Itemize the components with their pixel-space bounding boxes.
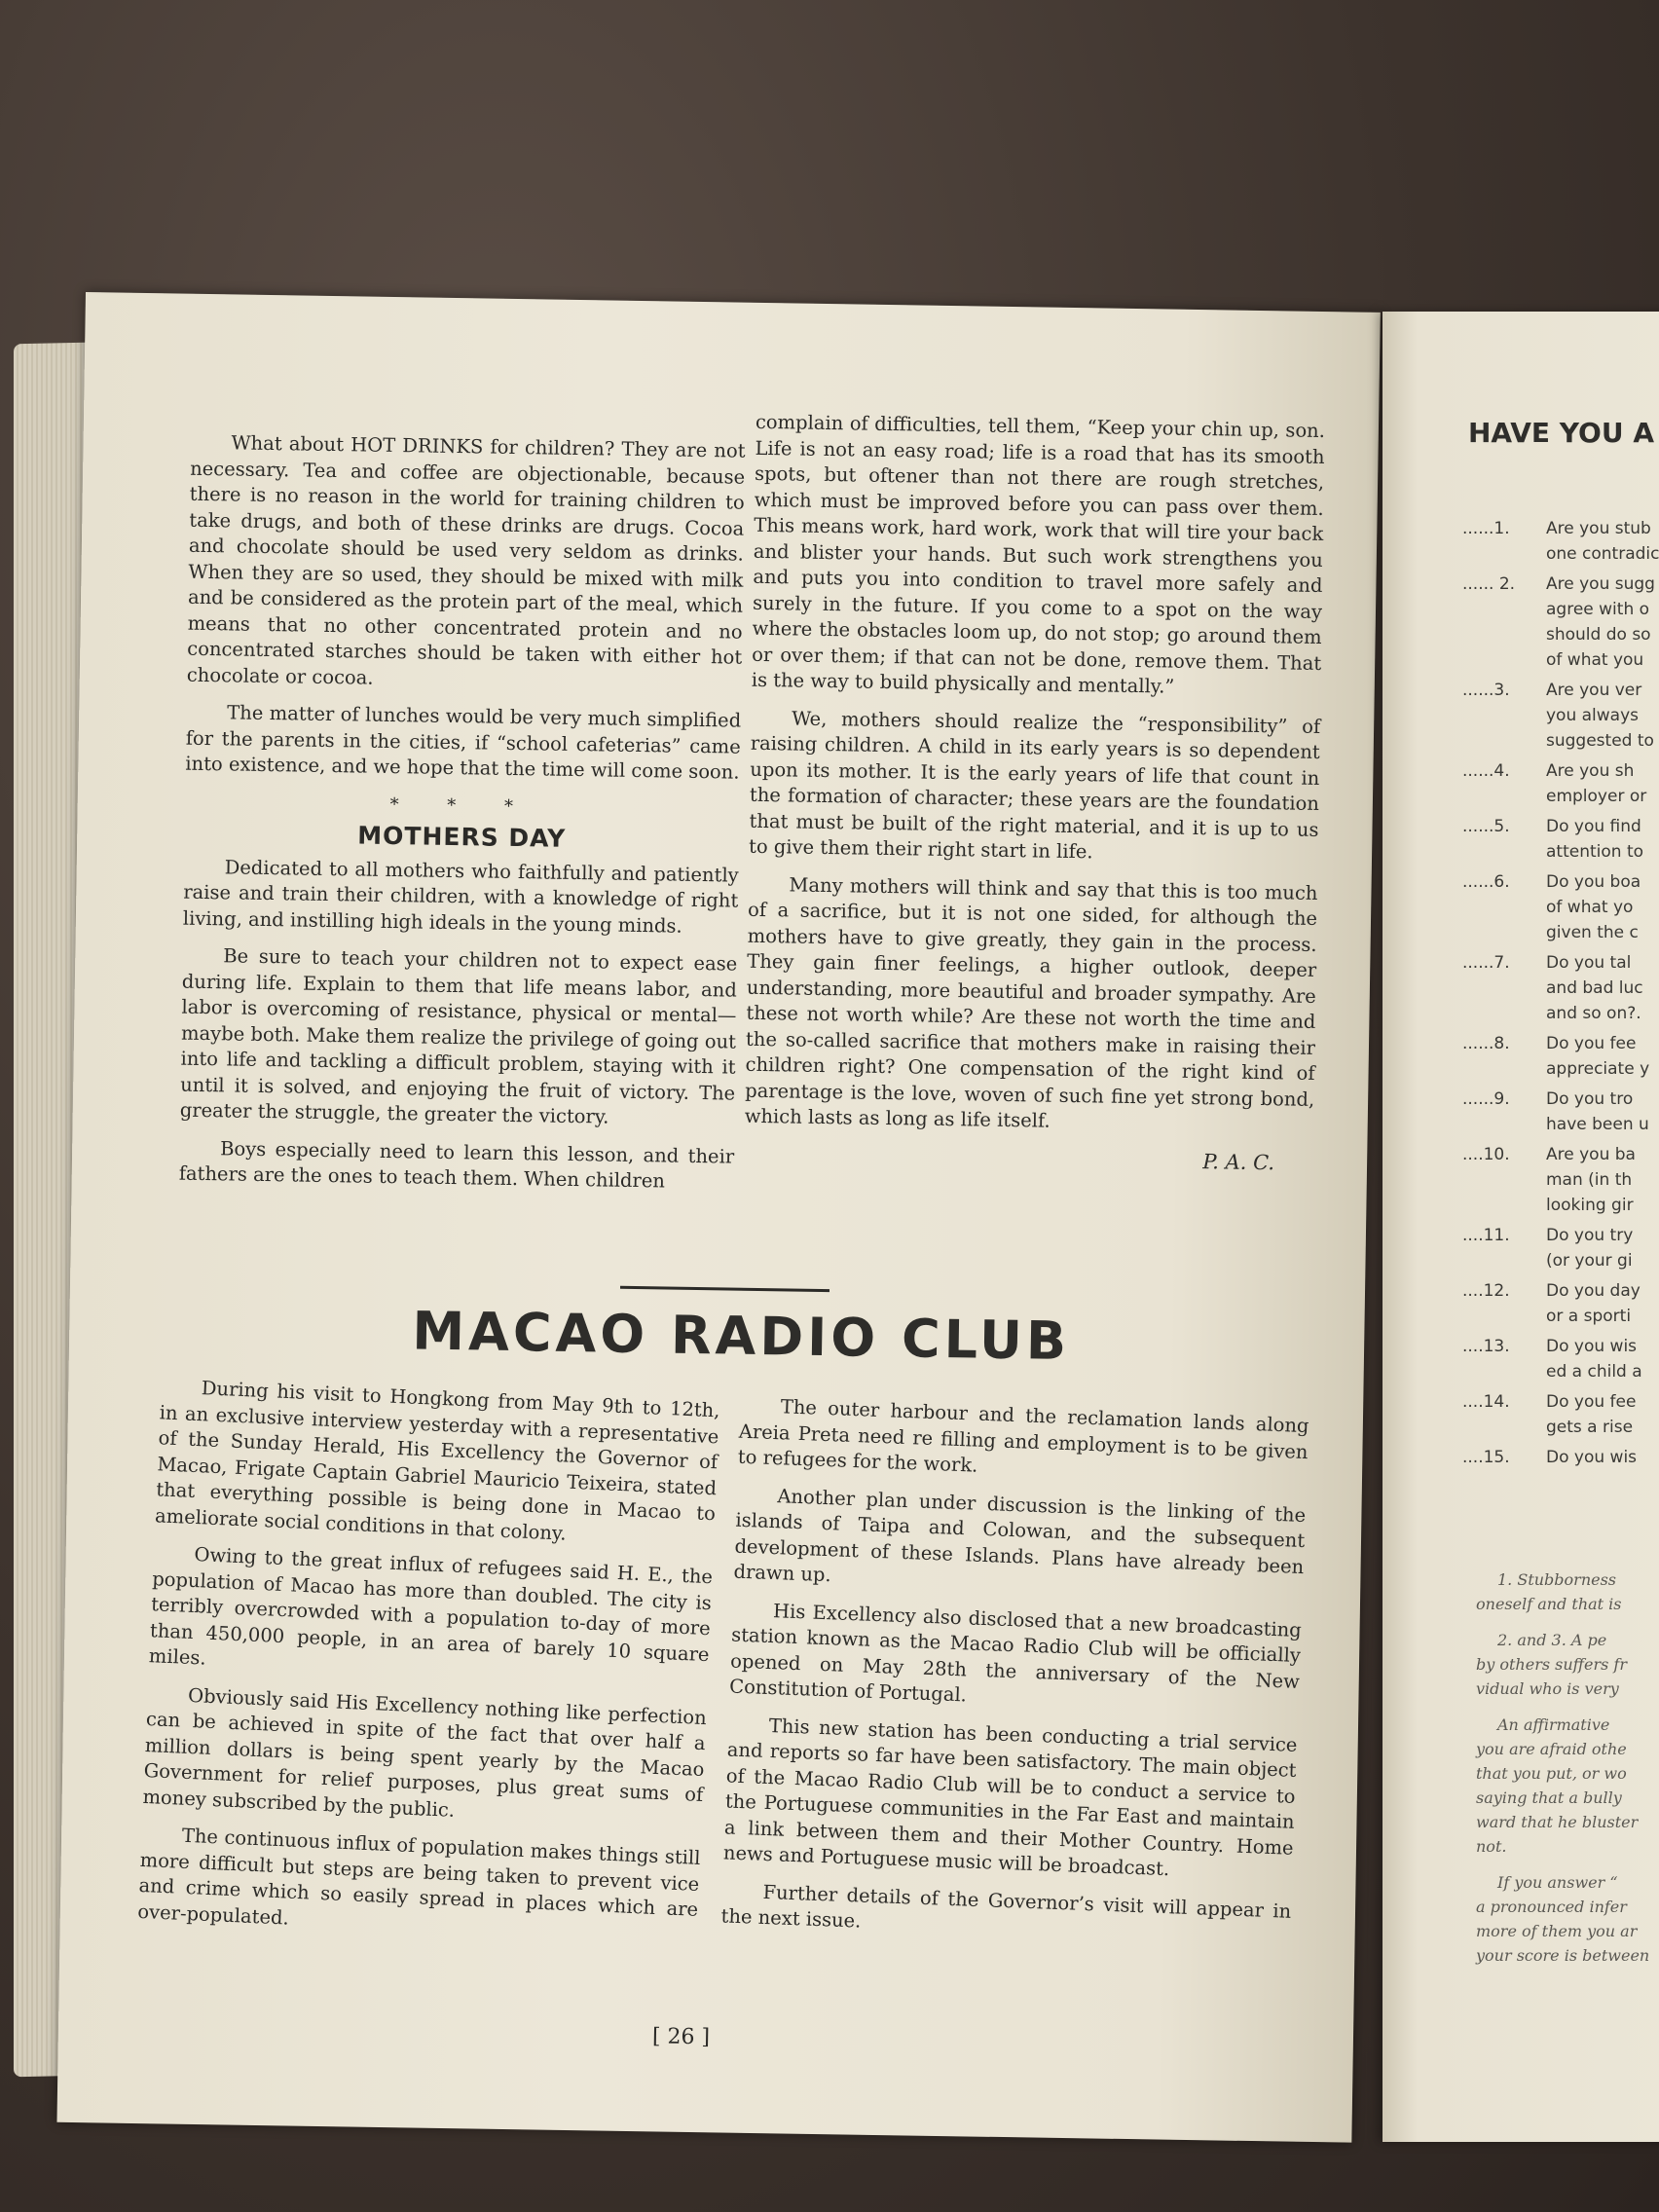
- quiz-item-line: [1462, 1031, 1659, 1056]
- quiz-item-line: [1462, 516, 1659, 541]
- responsibility-paragraph: We, mothers should realize the “responsibility” of raising children. A child in its early years is so dependent upon its mother. It is the early years of life that count in the formation of character; these years are the foundation that must be built of the right material, and it is up to us to give them their right start in life.: [748, 706, 1321, 864]
- quiz-item-number: ...... 2.: [1462, 574, 1516, 594]
- quiz-item-number: ......1.: [1462, 519, 1510, 538]
- quiz-item-text: Do you fee: [1546, 1034, 1637, 1053]
- quiz-item-text: of what you: [1546, 650, 1644, 670]
- quiz-item-line: [1462, 678, 1659, 703]
- quiz-item-line: [1462, 1415, 1659, 1440]
- quiz-item-text: should do so: [1546, 625, 1651, 645]
- quiz-item-text: Are you ba: [1546, 1145, 1636, 1164]
- quiz-item-number: ......5.: [1462, 817, 1510, 836]
- quiz-note: [1476, 1567, 1649, 1616]
- quiz-item-line: [1462, 541, 1659, 567]
- quiz-item-line: [1462, 647, 1659, 673]
- quiz-item-text: Are you sugg: [1546, 574, 1655, 594]
- quiz-item-text: Do you wis: [1546, 1448, 1638, 1467]
- quiz-item-line: [1462, 1248, 1659, 1273]
- quiz-item-number: ....11.: [1462, 1226, 1510, 1245]
- quiz-item-line: [1462, 1001, 1659, 1026]
- quiz-item-number: ....13.: [1462, 1337, 1510, 1356]
- quiz-item-line: [1462, 1112, 1659, 1137]
- quiz-note: [1476, 1713, 1649, 1859]
- ease-paragraph: Be sure to teach your children not to expect ease during life. Explain to them that life means labor, and labor is overcoming of resistance, physical or mental—maybe both. Make them realize the privilege of going out into life and tackling a difficult problem, staying with it until it is solved, and enjoying the fruit of victory. The greater the struggle, the greater the victory.: [179, 944, 738, 1128]
- quiz-note-line: by others suffers fr: [1476, 1655, 1627, 1674]
- column-1: [178, 430, 745, 1207]
- quiz-item-text: Do you day: [1546, 1281, 1641, 1301]
- quiz-note-line: your score is between: [1476, 1946, 1650, 1965]
- right-page: [1382, 312, 1659, 2142]
- dedication-paragraph: Dedicated to all mothers who faithfully and patiently raise and train their children, with a knowledge of right living, and instilling high ideals in the young minds.: [182, 855, 739, 938]
- quiz-item-text: (or your gi: [1546, 1251, 1633, 1271]
- visit-paragraph: During his visit to Hongkong from May 9th to 12th, in an exclusive interview yesterday with a representative of the Sunday Herald, His Excellency the Governor of Macao, Frigate Captain Gabriel Mauricio Teixeira, stated that everything possible is being done in Macao to ameliorate social conditions in that colony.: [154, 1377, 720, 1545]
- quiz-item-line: [1462, 571, 1659, 597]
- quiz-item-text: appreciate y: [1546, 1059, 1650, 1079]
- quiz-item-text: given the c: [1546, 923, 1639, 942]
- quiz-item-line: [1462, 869, 1659, 895]
- quiz-item-text: Do you fee: [1546, 1392, 1637, 1412]
- quiz-note-line: saying that a bully: [1476, 1788, 1622, 1807]
- column-2: [744, 410, 1325, 1176]
- quiz-item-line: [1462, 622, 1659, 647]
- quiz-item-number: ......7.: [1462, 953, 1510, 973]
- quiz-item-line: [1462, 703, 1659, 728]
- quiz-item-text: gets a rise: [1546, 1418, 1634, 1437]
- quiz-item-line: [1462, 1223, 1659, 1248]
- quiz-note-line: that you put, or wo: [1476, 1764, 1627, 1783]
- quiz-note-line: 2. and 3. A pe: [1497, 1631, 1607, 1649]
- quiz-item-text: Are you sh: [1546, 761, 1635, 781]
- quiz-item-number: ....14.: [1462, 1392, 1510, 1412]
- quiz-note: [1476, 1628, 1649, 1701]
- quiz-item-text: Do you wis: [1546, 1337, 1638, 1356]
- quiz-item-line: [1462, 950, 1659, 976]
- quiz-item-line: [1462, 1304, 1659, 1329]
- quiz-item-line: [1462, 1056, 1659, 1082]
- quiz-item-line: [1462, 597, 1659, 622]
- quiz-item-text: Do you tal: [1546, 953, 1632, 973]
- quiz-note-line: you are afraid othe: [1476, 1740, 1627, 1758]
- islands-paragraph: Another plan under discussion is the linking of the islands of Taipa and Colowan, and the subsequent development of these Islands. Plans have already been drawn up.: [733, 1484, 1307, 1587]
- influx-paragraph: The continuous influx of population makes things still more difficult but steps are being taken to prevent vice and crime which so easily spread in places which are over-populated.: [136, 1824, 701, 1930]
- quiz-note-line: a pronounced infer: [1476, 1898, 1627, 1916]
- quiz-title: HAVE YOU A: [1468, 417, 1654, 449]
- quiz-item-number: ......6.: [1462, 872, 1510, 892]
- quiz-item-line: [1462, 1334, 1659, 1359]
- quiz-item-line: [1462, 1445, 1659, 1470]
- quiz-item-text: Are you ver: [1546, 681, 1642, 700]
- mothers-day-heading: MOTHERS DAY: [357, 821, 567, 853]
- quiz-note-line: ward that he bluster: [1476, 1813, 1639, 1831]
- quiz-note-line: vidual who is very: [1476, 1679, 1619, 1698]
- quiz-item-line: [1462, 1389, 1659, 1415]
- quiz-item-text: one contradic: [1546, 544, 1659, 564]
- quiz-item-text: looking gir: [1546, 1196, 1634, 1215]
- quiz-note-line: An affirmative: [1497, 1715, 1610, 1734]
- author-signature: P. A. C.: [1202, 1149, 1275, 1174]
- section-separator: * * *: [389, 793, 535, 817]
- quiz-note-line: If you answer “: [1497, 1873, 1618, 1892]
- quiz-item-number: ....15.: [1462, 1448, 1510, 1467]
- page-number: [ 26 ]: [651, 2024, 711, 2050]
- quiz-item-text: suggested to: [1546, 731, 1654, 751]
- quiz-note-line: not.: [1476, 1837, 1507, 1856]
- refugees-paragraph: Owing to the great influx of refugees said H. E., the population of Macao has more than doubled. The city is terribly overcrowded with a population to-day of more than 450,000 people, in an area of barely 10 square miles.: [148, 1543, 714, 1670]
- article-title: MACAO RADIO CLUB: [411, 1300, 1071, 1373]
- sacrifice-paragraph: Many mothers will think and say that this is too much of a sacrifice, but it is not one sided, for although the mothers have to give greatly, they gain in the process. They gain finer feelings, a higher outlook, deeper understanding, more beautiful and broader sympathy. Are these not worth while? Are these not worth the time and the so-called sacrifice that mothers make in raising their children right? One compensation of the right kind of parentage is the love, woven of such fine yet strong bond, which lasts as long as life itself.: [744, 872, 1318, 1132]
- quiz-item-number: ....12.: [1462, 1281, 1510, 1301]
- quiz-item-text: employer or: [1546, 787, 1647, 806]
- quiz-item-text: Do you find: [1546, 817, 1641, 836]
- station-paragraph: This new station has been conducting a trial service and reports so far have been satisfactory. The main object of the Macao Radio Club will be to conduct a service to the Portuguese communities in the Far East and maintain a link between them and their Mother Country. Home news and Portuguese music will be broadcast.: [722, 1714, 1298, 1881]
- quiz-item-line: [1462, 1167, 1659, 1193]
- quiz-item-text: Are you stub: [1546, 519, 1651, 538]
- quiz-item-number: ....10.: [1462, 1145, 1510, 1164]
- left-page: [56, 292, 1380, 2143]
- quiz-item-line: [1462, 1278, 1659, 1304]
- quiz-item-text: and bad luc: [1546, 978, 1643, 998]
- quiz-item-line: [1462, 976, 1659, 1001]
- quiz-note: [1476, 1870, 1649, 1968]
- quiz-item-line: [1462, 758, 1659, 784]
- divider-rule: [620, 1286, 830, 1292]
- broadcast-paragraph: His Excellency also disclosed that a new broadcasting station known as the Macao Radio Club will be officially opened on May 28th the anniversary of the New Constitution of Portugal.: [728, 1599, 1303, 1707]
- quiz-item-text: and so on?.: [1546, 1004, 1641, 1023]
- quiz-item-number: ......3.: [1462, 681, 1510, 700]
- quiz-item-text: ed a child a: [1546, 1362, 1642, 1382]
- relief-paragraph: Obviously said His Excellency nothing like perfection can be achieved in spite of the fact that over half a million dollars is being spent yearly by the Macao Government for relief purposes, plus great sums of money subscribed by the public.: [142, 1683, 708, 1822]
- quiz-notes: [1476, 1567, 1649, 1979]
- boys-paragraph: Boys especially need to learn this lesson, and their fathers are the ones to teach them. When children: [178, 1136, 735, 1193]
- quiz-item-text: have been u: [1546, 1115, 1649, 1134]
- quiz-note-line: 1. Stubborness: [1497, 1570, 1617, 1589]
- quiz-item-number: ......9.: [1462, 1089, 1510, 1109]
- quiz-item-line: [1462, 1359, 1659, 1384]
- quiz-note-line: more of them you ar: [1476, 1922, 1638, 1940]
- quiz-item-line: [1462, 814, 1659, 839]
- quiz-item-text: or a sporti: [1546, 1307, 1632, 1326]
- quiz-item-line: [1462, 728, 1659, 754]
- quiz-item-text: attention to: [1546, 842, 1644, 862]
- quiz-item-number: ......4.: [1462, 761, 1510, 781]
- quiz-item-text: Do you boa: [1546, 872, 1641, 892]
- hot-drinks-paragraph: What about HOT DRINKS for children? They are not necessary. Tea and coffee are objectionable, because there is no reason in the world for training children to take drugs, and both of these drinks are drugs. Cocoa and chocolate should be used very seldom as drinks. When they are so used, they should be mixed with milk and be considered as the protein part of the meal, which means that no other concentrated protein and no concentrated starches should be taken with either hot chocolate or cocoa.: [186, 431, 746, 689]
- complain-paragraph: complain of difficulties, tell them, “Keep your chin up, son. Life is not an easy road; life is a road that has its smooth spots, but oftener than not there are rough stretches, which must be improved before you can pass over them. This means work, hard work, work that will tire your back and blister your hands. But such work strengthens you and puts you into condition to travel more safely and surely in the future. If you come to a spot on the way where the obstacles loom up, do not stop; go around them or over them; if that can not be done, remove them. That is the way to build physically and mentally.”: [751, 410, 1326, 698]
- quiz-item-line: [1462, 895, 1659, 920]
- quiz-item-text: you always: [1546, 706, 1640, 725]
- quiz-item-number: ......8.: [1462, 1034, 1510, 1053]
- quiz-item-text: agree with o: [1546, 600, 1650, 619]
- quiz-item-line: [1462, 1142, 1659, 1167]
- quiz-item-line: [1462, 920, 1659, 945]
- quiz-note-line: oneself and that is: [1476, 1595, 1622, 1613]
- further-details-paragraph: Further details of the Governor’s visit will appear in the next issue.: [720, 1880, 1292, 1933]
- harbour-paragraph: The outer harbour and the reclamation lands along Areia Preta need re filling and employment is to be given to refugees for the work.: [737, 1395, 1309, 1477]
- quiz-item-line: [1462, 1087, 1659, 1112]
- quiz-item-line: [1462, 784, 1659, 809]
- quiz-item-text: man (in th: [1546, 1170, 1633, 1190]
- column-3: [136, 1374, 720, 1961]
- lunches-paragraph: The matter of lunches would be very much simplified for the parents in the cities, if “school cafeterias” came into existence, and we hope that the time will come soon.: [185, 701, 742, 784]
- quiz-list: [1462, 516, 1659, 1475]
- quiz-item-text: of what yo: [1546, 898, 1634, 917]
- quiz-item-text: Do you tro: [1546, 1089, 1634, 1109]
- quiz-item-line: [1462, 1193, 1659, 1218]
- column-4: [720, 1393, 1309, 1963]
- quiz-item-line: [1462, 839, 1659, 865]
- quiz-item-text: Do you try: [1546, 1226, 1634, 1245]
